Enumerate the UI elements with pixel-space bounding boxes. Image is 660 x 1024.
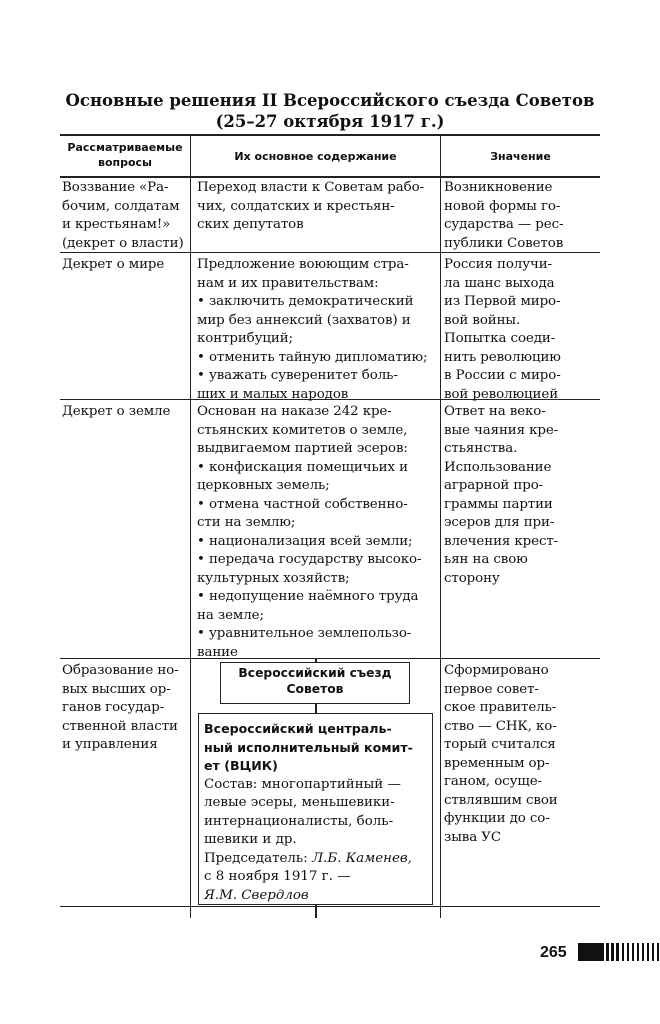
text-line: ствлявшим свои [444,792,558,808]
text-line: • передача государству высоко- [197,552,422,567]
page-subtitle: (25–27 октября 1917 г.) [215,112,445,131]
text-line: в России с миро- [444,368,561,383]
text-line: граммы партии [444,496,553,512]
page-number: 265 [540,944,567,961]
vcik-composition-line: левые эсеры, меньшевики- [204,795,395,810]
text-line: вой революцией [444,386,559,402]
text-line: и крестьянам!» [62,217,171,232]
text-line: сторону [444,570,500,586]
row3-meaning [444,403,558,588]
row1-content [197,179,424,235]
text-line: выдвигаемом партией эсеров: [197,441,408,456]
text-line: функции до со- [444,811,550,826]
text-line: Сформировано [444,663,549,678]
row4-issue [62,662,179,755]
text-line: вых высших ор- [62,681,171,697]
text-line: Использование [444,459,552,475]
text-line: на земле; [197,607,264,623]
vcik-title-line: Всероссийский централь- [204,721,392,736]
connector-middle [315,704,317,713]
text-line: Воззвание «Ра- [62,180,169,195]
text-line: • заключить демократический [197,294,414,309]
text-line: публики Советов [444,235,564,251]
congress-box [220,662,410,704]
text-line: стьянских комитетов о земле, [197,422,408,438]
vcik-composition-line: интернационалисты, боль- [204,813,394,829]
text-line: мир без аннексий (захватов) и [197,312,411,328]
page-decor-bar [578,943,660,961]
text-line: и управления [62,737,158,752]
text-line: • уважать суверенитет боль- [197,368,398,383]
table-top-rule [60,134,600,136]
text-line: зыва УС [444,829,501,845]
text-line: Образование но- [62,663,179,678]
text-line: церковных земель; [197,478,330,493]
chair-name-1: Л.Б. Каменев, [311,850,412,866]
text-line: ших и малых народов [197,386,349,402]
vcik-chair-line [204,850,432,869]
congress-line-2: Советов [286,682,344,696]
header-issues-line-1: Рассматриваемые [67,141,183,154]
chair-label: Председатель: [204,850,308,866]
header-issues [60,140,190,170]
vcik-box [198,713,433,905]
congress-line-1: Всероссийский съезд [238,666,392,680]
text-line: культурных хозяйств; [197,570,350,586]
text-line: новой формы го- [444,198,561,214]
text-line: вание [197,644,238,660]
text-line: влечения крест- [444,533,559,549]
text-line: • отменить тайную дипломатию; [197,349,428,365]
row1-meaning [444,179,563,253]
vcik-composition-line: Состав: многопартийный — [204,776,401,792]
text-line: Переход власти к Советам рабо- [197,180,424,195]
text-line: • конфискация помещичьих и [197,459,408,475]
header-bottom-rule [60,176,600,178]
text-line: • уравнительное землепользо- [197,626,412,641]
row2-meaning [444,256,561,404]
text-line: Декрет о мире [62,257,165,272]
text-line: Ответ на веко- [444,404,546,419]
column-divider-1 [190,134,191,918]
connector-bottom [315,905,317,918]
column-divider-2 [440,134,441,918]
text-line: временным ор- [444,755,550,771]
text-line: Россия получи- [444,257,552,272]
text-line: сударства — рес- [444,217,564,232]
text-line: бочим, солдатам [62,198,180,214]
text-line: ское правитель- [444,700,557,715]
vcik-composition-line: шевики и др. [204,832,297,847]
text-line: аграрной про- [444,478,544,493]
text-line: • национализация всей земли; [197,533,413,549]
text-line: эсеров для при- [444,515,555,530]
text-line: стьянства. [444,441,518,456]
row1-issue [62,179,184,253]
text-line: Предложение воюющим стра- [197,257,409,272]
page-title: Основные решения II Всероссийского съезда Советов [65,91,595,110]
row2-content [197,256,427,404]
text-line: Декрет о земле [62,404,171,419]
text-line: ла шанс выхода [444,275,555,291]
vcik-title-line: ный исполнительный комит- [204,739,413,755]
text-line: ганов государ- [62,700,165,715]
table-bottom-rule [60,906,600,907]
text-line: Основан на наказе 242 кре- [197,404,392,419]
chair-name-2: Я.М. Свердлов [204,887,309,903]
header-meaning: Значение [490,150,551,163]
text-line: вой войны. [444,312,521,328]
text-line: ганом, осуще- [444,774,542,789]
row4-meaning [444,662,558,847]
text-line: вые чаяния кре- [444,422,559,438]
text-line: ственной власти [62,718,178,734]
header-issues-line-2: вопросы [97,156,153,169]
text-line: Возникновение [444,180,553,195]
vcik-title-line: ет (ВЦИК) [204,758,278,773]
text-line: нам и их правительствам: [197,275,379,291]
text-line: сти на землю; [197,515,296,530]
text-line: из Первой миро- [444,294,561,309]
row3-content [197,403,421,662]
text-line: Попытка соеди- [444,331,556,346]
chair-date: с 8 ноября 1917 г. — [204,869,351,884]
row3-issue [62,403,170,422]
text-line: ство — СНК, ко- [444,718,557,734]
row2-issue [62,256,164,275]
text-line: ских депутатов [197,217,304,232]
text-line: (декрет о власти) [62,235,184,251]
text-line: • недопущение наёмного труда [197,589,419,604]
text-line: нить революцию [444,349,561,365]
text-line: ьян на свою [444,552,528,567]
text-line: • отмена частной собственно- [197,496,408,512]
text-line: чих, солдатских и крестьян- [197,198,395,214]
text-line: первое совет- [444,681,539,697]
header-content: Их основное содержание [234,150,397,163]
text-line: контрибуций; [197,331,293,346]
text-line: торый считался [444,737,556,752]
